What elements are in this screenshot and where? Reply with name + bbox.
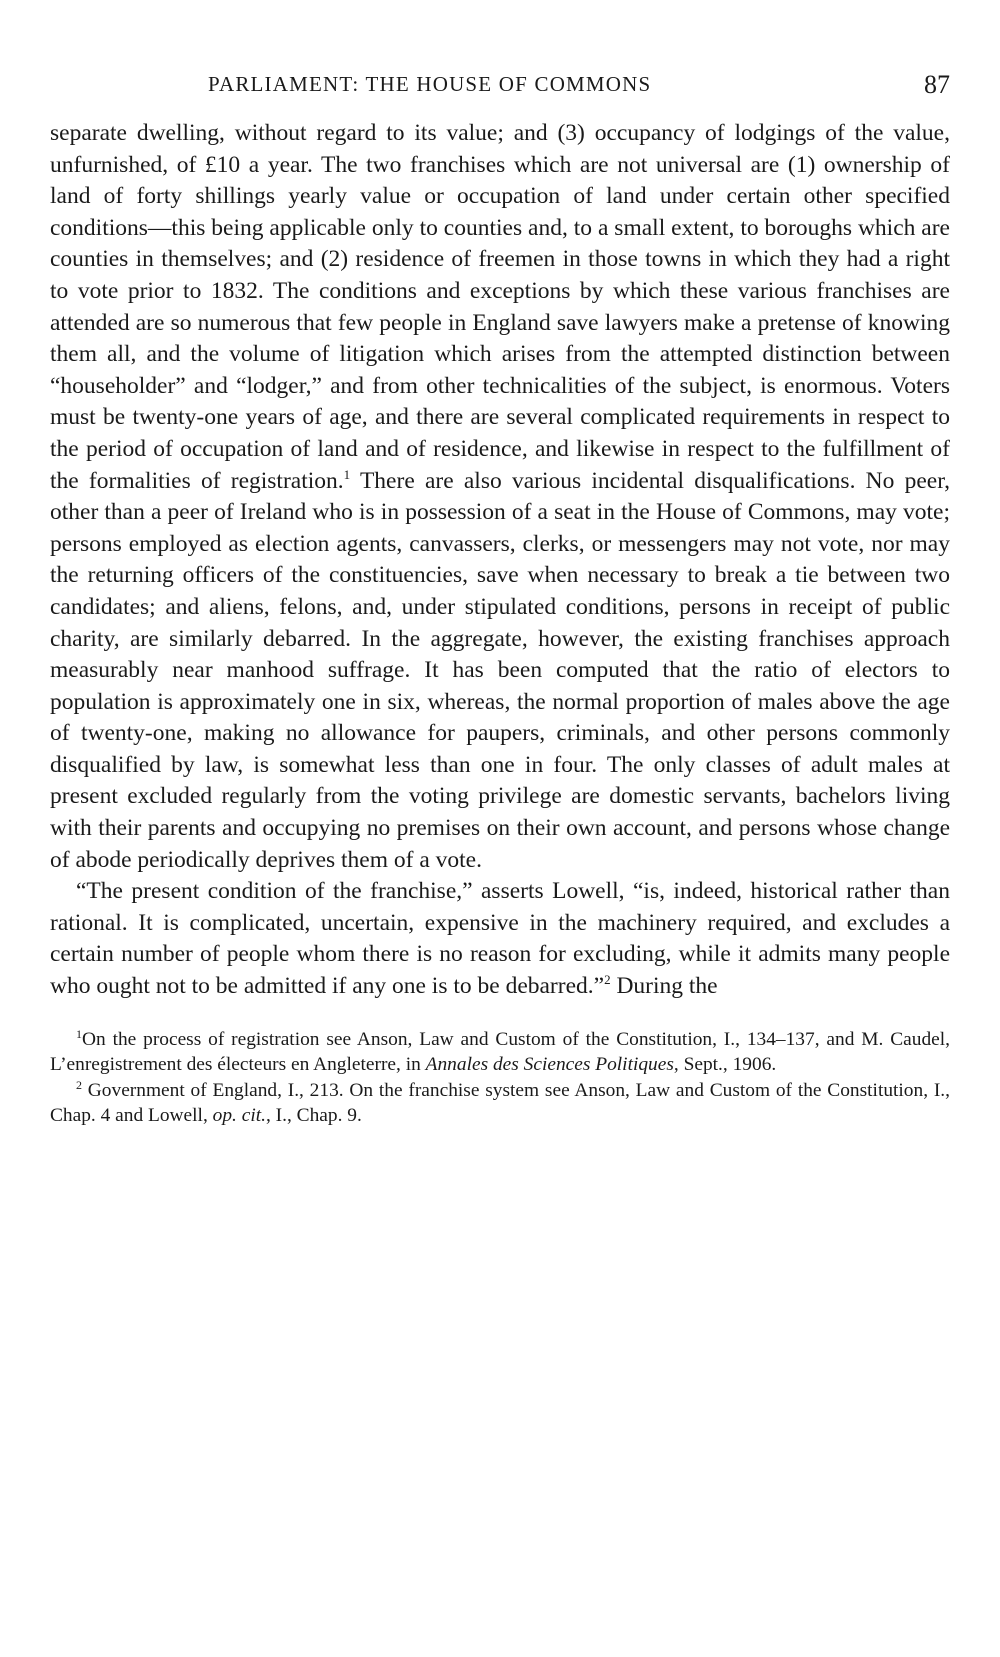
footnote-1-text: On the process of registration see Anson, Law and Custom of the Constitution, I., 134–137, and M. Caudel, L’enregistrement des électeurs en Angleterre, in [50,1028,950,1076]
footnote-1-end: , Sept., 1906. [673,1054,777,1076]
footnote-2-marker: 2 [76,1077,82,1092]
paragraph-1-text-a: separate dwelling, without regard to its value; and (3) occupancy of lodgings of the value, unfurnished, of £10 a year. The two franchises which are not universal are (1) ownership of land of forty shillings yearly value or occupation of land under certain other specified conditions—this being applicable only to counties and, to a small extent, to boroughs which are counties in themselves; and (2) residence of freemen in those towns in which they had a right to vote prior to 1832. The conditions and exceptions by which these various franchises are attended are so numerous that few people in England save lawyers make a pretense of knowing them all, and the volume of litigation which arises from the attempted distinction between “householder” and “lodger,” and from other technicalities of the subject, is enormous. Voters must be twenty-one years of age, and there are several complicated requirements in respect to the period of occupation of land and of residence, and likewise in respect to the fulfillment of the formalities of registration. [50,120,950,494]
page-number: 87 [924,70,950,99]
paragraph-1 [50,118,950,876]
running-title: PARLIAMENT: THE HOUSE OF COMMONS [208,72,652,96]
book-page [50,72,950,1129]
paragraph-2 [50,876,950,1002]
footnote-1 [50,1027,950,1078]
paragraph-2-text-b: During the [610,973,718,1000]
footnote-reference-1: 1 [343,466,351,482]
footnote-2-op-cit: op. cit. [212,1105,266,1127]
footnote-1-journal-title: Annales des Sciences Politiques [425,1054,674,1076]
running-head [50,72,950,112]
paragraph-2-text-a: “The present condition of the franchise,” asserts Lowell, “is, indeed, historical rather than rational. It is complicated, uncertain, expensive in the machinery required, and excludes a certain number of people whom there is no reason for excluding, while it admits many people who ought not to be admitted if any one is to be debarred.” [50,878,950,1000]
body-text [50,118,950,1003]
footnote-2-text: Government of England, I., 213. On the franchise system see Anson, Law and Custom of the Constitution, I., Chap. 4 and Lowell, [50,1079,950,1127]
footnote-reference-2: 2 [604,972,611,988]
footnotes [50,1027,950,1129]
paragraph-1-text-b: There are also various incidental disqualifications. No peer, other than a peer of Ireland who is in possession of a seat in the House of Commons, may vote; persons employed as election agents, canvassers, clerks, or messengers may not vote, nor may the returning officers of the constituencies, save when necessary to break a tie between two candidates; and aliens, felons, and, under stipulated conditions, persons in receipt of public charity, are similarly debarred. In the aggregate, however, the existing franchises approach measurably near manhood suffrage. It has been computed that the ratio of electors to population is approximately one in six, whereas, the normal proportion of males above the age of twenty-one, making no allowance for paupers, criminals, and other persons commonly disqualified by law, is somewhat less than one in four. The only classes of adult males at present excluded regularly from the voting privilege are domestic servants, bachelors living with their parents and occupying no premises on their own account, and persons whose change of abode periodically deprives them of a vote. [50,467,950,873]
footnote-2 [50,1078,950,1129]
footnote-2-end: , I., Chap. 9. [265,1105,362,1127]
footnote-1-marker: 1 [76,1026,82,1041]
